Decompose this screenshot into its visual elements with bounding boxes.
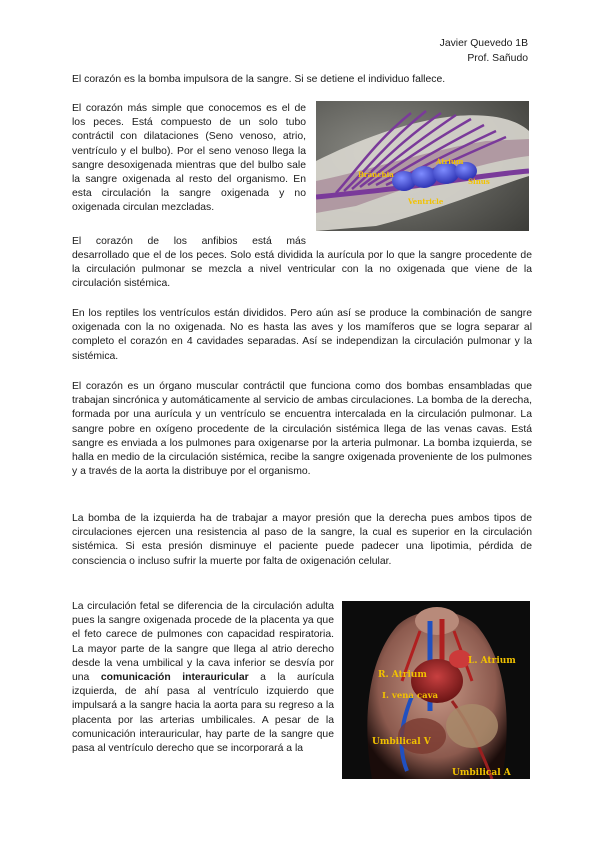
fish-heart-figure [316, 101, 529, 231]
label-r-atrium: R. Atrium [378, 670, 427, 680]
fetal-text-before: La circulación fetal se diferencia de la circulación adulta pues la sangre oxigenada procede de la placenta ya que el feto carece de pulmones con capacidad respiratoria. La mayor parte de la sangre que llega al atrio derecho desde la vena umbilical y la cava inferior se desvía por una [72, 601, 334, 684]
label-i-vena-cava: I. vena cava [382, 691, 439, 701]
label-atrium: Atrium [436, 157, 464, 166]
reptiles-paragraph: En los reptiles los ventrículos están divididos. Pero aún así se produce la combinación de sangre oxigenada con la no oxigenada. No es hasta las aves y los mamíferos que se logra separar al completo el corazón en 4 cavidades separadas. Así se independizan la circulación pulmonar y la sistémica. [72, 308, 532, 362]
label-umbilical-a: Umbilical A [452, 768, 511, 778]
label-sinus: Sinus [468, 177, 490, 186]
fetal-circulation-illustration [342, 601, 530, 779]
fetal-text-after: a la aurícula izquierda, de ahí pasa al ventrículo izquierdo que impulsará a la sangre hacia la aorta para su regreso a la placenta por las arterias umbilicales. A pesar de la comunicación interauricular, hay parte de la sangre que pasa al ventrículo derecho que se incorporará a la [72, 672, 334, 755]
author-name: Javier Quevedo 1B [439, 38, 528, 49]
intro-paragraph: El corazón es la bomba impulsora de la sangre. Si se detiene el individuo fallece. [72, 74, 446, 85]
fish-heart-illustration [316, 101, 529, 231]
muscle-paragraph: El corazón es un órgano muscular contráctil que funciona como dos bombas ensambladas que trabajan sincrónica y automáticamente al servicio de ambas circulaciones. La bomba de la derecha, formada por una aurícula y un ventrículo se encuentra intercalada en la circulación pulmonar. La sangre pobre en oxígeno procedente de la circulación sistémica llega de las venas cavas. Está sangre es enviada a los pulmones para oxigenarse por la arteria pulmonar. La bomba izquierda, se halla en medio de la circulación sistémica, recibe la sangre oxigenada proveniente de los pulmones y a través de la aorta la distribuye por el organismo. [72, 381, 532, 478]
amphibians-paragraph: desarrollado que el de los peces. Solo está dividida la aurícula por lo que la sangre procedente de la circulación pulmonar se mezcla a nivel ventricular con la no oxigenada que viene de la circulación sistémica. [72, 250, 532, 290]
teacher-name: Prof. Sañudo [467, 53, 528, 64]
pressure-paragraph: La bomba de la izquierda ha de trabajar a mayor presión que la derecha pues ambos tipos de circulaciones ejercen una resistencia al paso de la sangre, la cual es superior en la circulación sistémica. Si esta presión disminuye el paciente puede padecer una lipotimia, pérdida de consciencia o incluso sufrir la muerte por falta de oxigenación celular. [72, 513, 532, 567]
amphibians-first-line: El corazón de los anfibios está más [72, 236, 306, 247]
label-umbilical-v: Umbilical V [372, 737, 431, 747]
label-ventricle: Ventricle [408, 197, 444, 206]
fish-paragraph: El corazón más simple que conocemos es el de los peces. Está compuesto de un solo tubo contráctil con dilataciones (Seno venoso, atrio, ventrículo y el bulbo). Por el seno venoso llega la sangre desoxigenada mientras que del bulbo sale la sangre oxigenada al resto del organismo. En esta circulación la sangre oxigenada y no oxigenada circulan mezcladas. [72, 103, 306, 214]
label-l-atrium: L. Atrium [468, 656, 516, 666]
fetal-circulation-figure [342, 601, 530, 779]
fetal-paragraph [72, 600, 334, 756]
fetal-bold-term: comunicación interauricular [100, 672, 249, 684]
author-block [440, 36, 528, 66]
label-branchia: Bránchia [358, 170, 394, 179]
